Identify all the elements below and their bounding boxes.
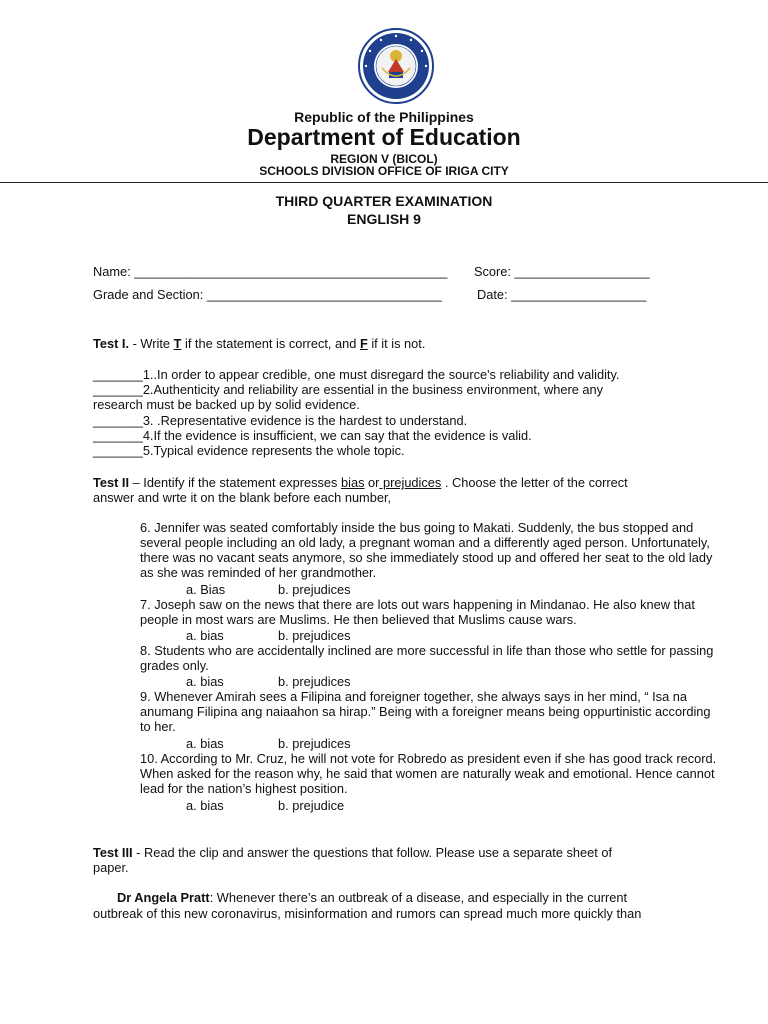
- choice-a[interactable]: a. bias: [186, 736, 224, 751]
- score-field[interactable]: Score: ___________________: [474, 264, 650, 279]
- test2-label: Test II: [93, 475, 130, 490]
- choice-a[interactable]: a. bias: [186, 628, 224, 643]
- true-letter: T: [173, 336, 182, 351]
- choice-b[interactable]: b. prejudices: [278, 674, 351, 689]
- division-heading: SCHOOLS DIVISION OFFICE OF IRIGA CITY: [259, 164, 509, 178]
- header-divider: [0, 182, 768, 183]
- question-9: 9. Whenever Amirah sees a Filipina and foreigner together, she always says in her mind, “ Isa na anumang Filipina ang naiaahon sa hirap.” Being with a foreigner means being oppurtinistic according to her.: [140, 689, 711, 734]
- question-10: 10. According to Mr. Cruz, he will not vote for Robredo as president even if she has good track record. When asked for the reason why, he said that women are naturally weak and emotional. Hence cannot lead for the nation’s highest position.: [140, 751, 717, 796]
- test1-label: Test I.: [93, 336, 130, 351]
- test1-item-1[interactable]: _______1..In order to appear credible, one must disregard the source's reliability and validity.: [93, 367, 620, 382]
- choice-b[interactable]: b. prejudices: [278, 582, 351, 597]
- choice-b[interactable]: b. prejudice: [278, 798, 345, 813]
- question-6: 6. Jennifer was seated comfortably inside the bus going to Makati. Suddenly, the bus stopped and several people including an old lady, a pregnant woman and a differently aged person. Unfortunately, there was no vacant seats anymore, so she immediately stood up and offered her seat to the old lady as she was reminded of her grandmother.: [140, 520, 713, 580]
- grade-section-field[interactable]: Grade and Section: _________________________________: [93, 287, 442, 302]
- test1-item-4[interactable]: _______4.If the evidence is insufficient, we can say that the evidence is valid.: [93, 428, 532, 443]
- choice-b[interactable]: b. prejudices: [278, 736, 351, 751]
- test3-label: Test III: [93, 845, 133, 860]
- quote-line-2: outbreak of this new coronavirus, misinformation and rumors can spread much more quickly than: [93, 906, 642, 921]
- false-letter: F: [359, 336, 368, 351]
- question-8: 8. Students who are accidentally inclined are more successful in life than those who settle for passing grades only.: [140, 643, 714, 673]
- test1-item-3[interactable]: _______3. .Representative evidence is the hardest to understand.: [93, 413, 468, 428]
- exam-subject: ENGLISH 9: [347, 211, 421, 227]
- choice-a[interactable]: a. bias: [186, 674, 224, 689]
- question-7-choices: [186, 628, 351, 643]
- department-heading: Department of Education: [247, 124, 521, 150]
- region-heading: REGION V (BICOL): [330, 152, 438, 166]
- choice-a[interactable]: a. bias: [186, 798, 224, 813]
- choice-b[interactable]: b. prejudices: [278, 628, 351, 643]
- question-8-choices: [186, 674, 351, 689]
- date-field[interactable]: Date: ___________________: [477, 287, 647, 302]
- test1-item-2[interactable]: _______2.Authenticity and reliability are essential in the business environment, where any: [93, 382, 604, 397]
- choice-a[interactable]: a. Bias: [186, 582, 226, 597]
- test1-item-5[interactable]: _______5.Typical evidence represents the whole topic.: [93, 443, 405, 458]
- test3-instructions-line2: paper.: [93, 860, 129, 875]
- test2-instructions-line2: answer and wrte it on the blank before each number,: [93, 490, 392, 505]
- name-field[interactable]: Name: ____________________________________________: [93, 264, 448, 279]
- republic-heading: Republic of the Philippines: [294, 109, 474, 125]
- speaker-name: Dr Angela Pratt: [117, 890, 210, 905]
- question-6-choices: [186, 582, 351, 597]
- test1-item-2-cont: research must be backed up by solid evidence.: [93, 397, 360, 412]
- test1-instructions: Test I. - Write T if the statement is correct, and F if it is not.: [93, 336, 426, 351]
- question-9-choices: [186, 736, 351, 751]
- deped-seal-logo: [358, 28, 434, 104]
- question-10-choices: [186, 798, 344, 813]
- test3-instructions: Test III - Read the clip and answer the questions that follow. Please use a separate sheet of: [93, 845, 613, 860]
- exam-title: THIRD QUARTER EXAMINATION: [275, 193, 493, 209]
- test2-instructions: Test II – Identify if the statement expresses bias or prejudices . Choose the letter of the correct: [93, 475, 628, 490]
- question-7: 7. Joseph saw on the news that there are lots out wars happening in Mindanao. He also knew that people in most wars are Muslims. He then believed that Muslims cause wars.: [140, 597, 695, 627]
- quote-line-1: Dr Angela Pratt: Whenever there’s an outbreak of a disease, and especially in the current: [117, 890, 628, 905]
